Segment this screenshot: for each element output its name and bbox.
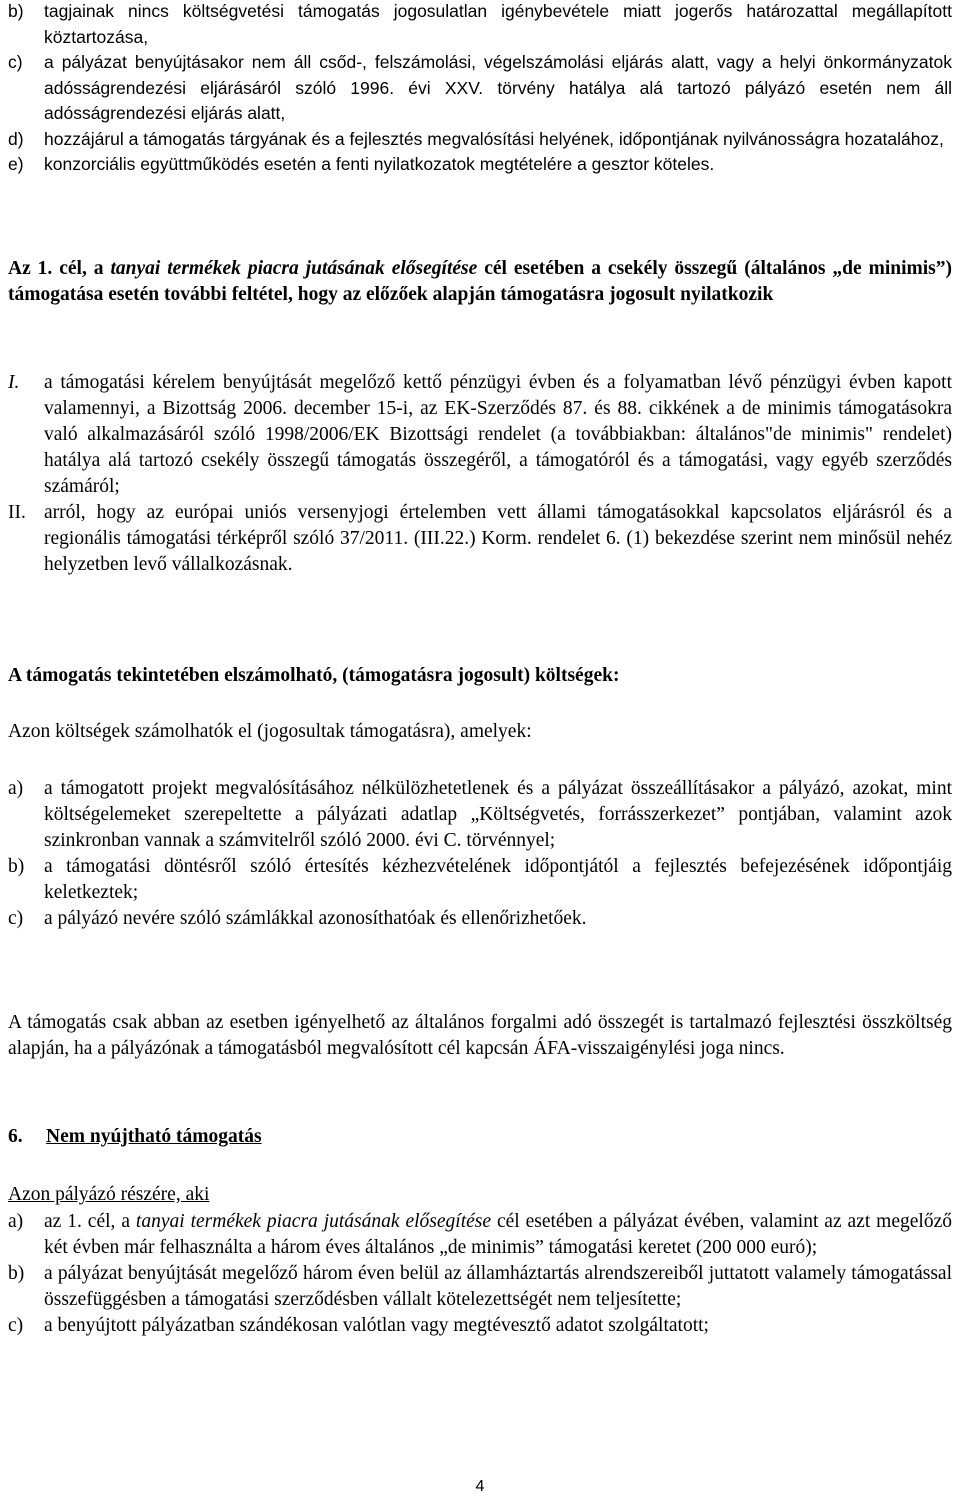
- item-text: a támogatott projekt megvalósításához nélkülözhetetlenek és a pályázat összeállításakor a pályázó, azokat, mint költségelemeket szerepeltette a pályázati adatlap „Költségvetés, forrásszerkezet” pontjában, valamint azok szinkronban vannak a számvitelről szóló 2000. évi C. törvénnyel;: [44, 778, 952, 851]
- item-text: arról, hogy az európai uniós versenyjogi értelemben vett állami támogatásokkal kapcsolatos eljárásról és a regionális támogatási térképről szóló 37/2011. (III.22.) Korm. rendelet 6. (1) bekezdése szerint nem minősül nehéz helyzetben levő vállalkozásnak.: [44, 502, 952, 575]
- item-text: tagjainak nincs költségvetési támogatás jogosulatlan igénybevétele miatt jogerős határozattal megállapított köztartozása,: [44, 1, 952, 47]
- eligibility-list: [8, 0, 952, 178]
- text-run: az 1. cél, a: [44, 1211, 136, 1232]
- item-label: b): [8, 1263, 25, 1284]
- italic-run: tanyai termékek piacra jutásának elősegítése: [110, 258, 478, 279]
- list-item: [8, 776, 952, 854]
- item-label: II.: [8, 502, 26, 523]
- costs-list: [8, 776, 952, 932]
- de-minimis-condition: [8, 256, 952, 308]
- italic-run: tanyai termékek piacra jutásának elősegítése: [135, 1211, 492, 1232]
- page-number: 4: [475, 1478, 485, 1495]
- section-heading: [8, 1124, 262, 1150]
- item-text: a támogatási kérelem benyújtását megelőző kettő pénzügyi évben és a folyamatban lévő pénzügyi évben kapott valamennyi, a Bizottság 2006. december 15-i, az EK-Szerződés 87. és 88. cikkének a de minimis támogatásokra való alkalmazásáról szóló 1998/2006/EK Bizottsági rendelet (a továbbiakban: általános"de minimis" rendelet) hatálya alá tartozó csekély összegű támogatás összegéről, a támogatóról és a támogatási, vagy egyéb szerződés számáról;: [44, 372, 952, 497]
- list-item: [8, 906, 952, 932]
- list-item: [8, 1209, 952, 1261]
- item-label: c): [8, 908, 24, 929]
- item-label: b): [8, 1, 24, 21]
- text-run: cél esetében a csekély összegű (általános „de minimis”) támogatása esetén további feltétel, hogy az előzőek alapján támogatásra jogosult nyilatkozik: [8, 258, 952, 305]
- item-text: konzorciális együttműködés esetén a fenti nyilatkozatok megtételére a gesztor köteles.: [44, 154, 715, 174]
- list-item: [8, 854, 952, 906]
- item-text: a benyújtott pályázatban szándékosan valótlan vagy megtévesztő adatot szolgáltatott;: [44, 1315, 709, 1336]
- item-label: c): [8, 1315, 24, 1336]
- subheading: Azon pályázó részére, aki: [8, 1184, 210, 1205]
- list-item: [8, 370, 952, 500]
- costs-intro: Azon költségek számolhatók el (jogosultak támogatásra), amelyek:: [8, 721, 532, 742]
- item-text: a pályázat benyújtásakor nem áll csőd-, felszámolási, végelszámolási eljárás alatt, vagy a helyi önkormányzatok adósságrendezési eljárásáról szóló 1996. évi XXV. törvény hatálya alá tartozó pályázó esetén nem áll adósságrendezési eljárás alatt,: [44, 52, 952, 123]
- list-item: [8, 152, 952, 178]
- item-label: e): [8, 154, 24, 174]
- item-label: b): [8, 856, 25, 877]
- item-label: a): [8, 778, 24, 799]
- item-label: c): [8, 52, 23, 72]
- list-item: [8, 1313, 952, 1339]
- item-text: hozzájárul a támogatás tárgyának és a fejlesztés megvalósítási helyének, időpontjának nyilvánosságra hozatalához,: [44, 128, 944, 149]
- list-item: [8, 50, 952, 127]
- exclusion-list: [8, 1209, 952, 1339]
- costs-heading: A támogatás tekintetében elszámolható, (támogatásra jogosult) költségek:: [8, 665, 620, 686]
- section-number: 6.: [8, 1126, 23, 1147]
- declaration-list: [8, 370, 952, 578]
- list-item: [8, 0, 952, 50]
- item-text: a pályázó nevére szóló számlákkal azonosíthatóak és ellenőrizhetőek.: [44, 908, 587, 929]
- text-run: cél esetében a pályázat évében, valamint az azt megelőző két évben már felhasználta a három éves általános „de minimis” támogatási keretet (200 000 euró);: [44, 1211, 952, 1258]
- list-item: [8, 127, 952, 153]
- item-label: d): [8, 128, 24, 149]
- list-item: [8, 500, 952, 578]
- vat-paragraph: A támogatás csak abban az esetben igényelhető az általános forgalmi adó összegét is tartalmazó fejlesztési összköltség alapján, ha a pályázónak a támogatásból megvalósított cél kapcsán ÁFA-visszaigénylési joga nincs.: [8, 1012, 952, 1059]
- list-item: [8, 1261, 952, 1313]
- item-text: a pályázat benyújtását megelőző három éven belül az államháztartás alrendszereiből juttatott valamely támogatással összefüggésben a támogatási szerződésben vállalt kötelezettségét nem teljesítette;: [44, 1263, 952, 1310]
- text-run: Az 1. cél, a: [8, 258, 111, 279]
- item-label: a): [8, 1211, 24, 1232]
- section-title: Nem nyújtható támogatás: [46, 1126, 262, 1147]
- item-text: [44, 1209, 952, 1261]
- item-text: a támogatási döntésről szóló értesítés kézhezvételének időpontjától a fejlesztés befejezésének időpontjáig keletkeztek;: [44, 856, 952, 903]
- item-label: I.: [8, 372, 20, 393]
